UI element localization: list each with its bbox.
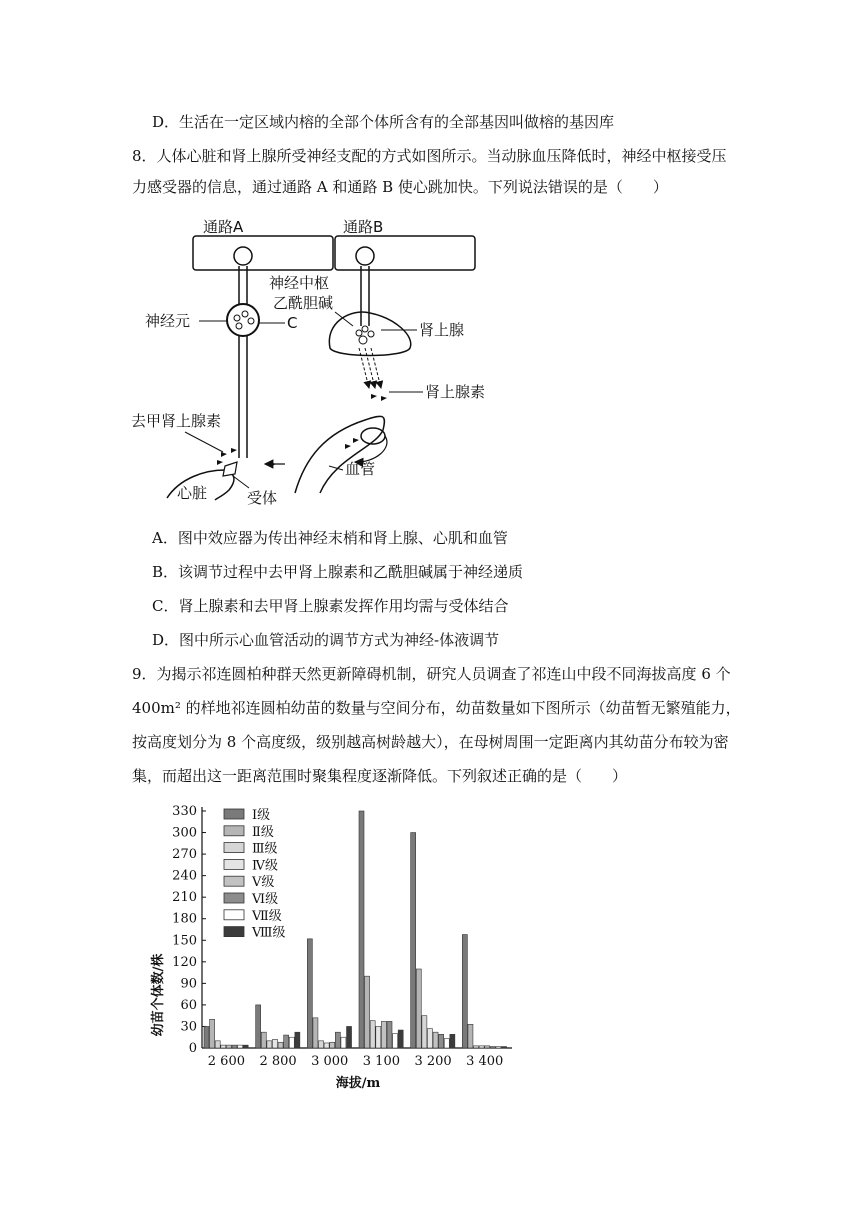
bar bbox=[485, 1046, 490, 1048]
bar bbox=[319, 1041, 324, 1048]
y-tick-label: 330 bbox=[172, 804, 197, 819]
chart-ylabel: 幼苗个体数/株 bbox=[151, 953, 166, 1037]
bar bbox=[204, 1026, 209, 1048]
q9-stem-line4: 集，而超出这一距离范围时聚集程度逐渐降低。下列叙述正确的是（ ） bbox=[132, 767, 628, 785]
bar bbox=[313, 1018, 318, 1048]
bar bbox=[444, 1039, 449, 1048]
label-vessel: 血管 bbox=[345, 460, 376, 478]
q8-option-b: B．该调节过程中去甲肾上腺素和乙酰胆碱属于神经递质 bbox=[152, 563, 524, 581]
x-tick-label: 3 200 bbox=[414, 1054, 452, 1069]
legend-swatch bbox=[224, 910, 244, 920]
q8-diagram bbox=[125, 208, 525, 508]
bar bbox=[335, 1032, 340, 1048]
y-tick-label: 0 bbox=[188, 1041, 197, 1056]
legend-label: Ⅱ级 bbox=[252, 824, 274, 840]
x-tick-label: 2 600 bbox=[207, 1054, 246, 1069]
label-center: 神经中枢 bbox=[269, 274, 330, 292]
x-tick-label: 3 400 bbox=[466, 1054, 504, 1069]
bar bbox=[365, 976, 370, 1048]
y-tick-label: 180 bbox=[172, 911, 197, 927]
label-adrenal: 肾上腺 bbox=[419, 321, 465, 339]
bar bbox=[439, 1034, 444, 1048]
bar bbox=[411, 833, 416, 1048]
label-adrenaline: 肾上腺素 bbox=[425, 383, 486, 401]
legend-label: Ⅵ级 bbox=[252, 892, 279, 907]
bar bbox=[267, 1041, 272, 1048]
bar bbox=[479, 1046, 484, 1048]
label-path-b: 通路B bbox=[343, 218, 384, 236]
bar bbox=[387, 1021, 392, 1048]
bar bbox=[215, 1041, 220, 1048]
legend-swatch bbox=[224, 809, 244, 819]
legend-label: Ⅴ级 bbox=[252, 875, 275, 891]
q8-option-a: A．图中效应器为传出神经末梢和肾上腺、心肌和血管 bbox=[152, 529, 508, 547]
bar bbox=[324, 1043, 329, 1048]
q9-stem-line3: 按高度划分为 8 个高度级，级别越高树龄越大），在母树周围一定距离内其幼苗分布较为密 bbox=[132, 733, 729, 751]
y-tick-label: 240 bbox=[172, 868, 197, 884]
bar bbox=[433, 1032, 438, 1048]
neuron-b-soma bbox=[356, 247, 374, 265]
x-tick-label: 3 100 bbox=[362, 1054, 401, 1069]
q9-stem-line2: 400m² 的样地祁连圆柏幼苗的数量与空间分布，幼苗数量如下图所示（幼苗暂无繁殖能力， bbox=[132, 699, 741, 717]
bar bbox=[398, 1030, 403, 1048]
legend-swatch bbox=[224, 876, 244, 886]
label-neuron: 神经元 bbox=[145, 312, 191, 330]
bar bbox=[462, 935, 467, 1048]
receptor-shape bbox=[223, 462, 237, 476]
bar bbox=[256, 1005, 261, 1048]
legend-label: Ⅳ级 bbox=[252, 858, 278, 874]
bar bbox=[450, 1034, 455, 1048]
bar bbox=[272, 1039, 277, 1048]
center-box-a bbox=[193, 236, 333, 270]
bar bbox=[427, 1029, 432, 1048]
legend-swatch bbox=[224, 843, 244, 853]
y-tick-label: 30 bbox=[180, 1019, 197, 1035]
bar bbox=[502, 1047, 507, 1048]
bar bbox=[468, 1024, 473, 1048]
bar bbox=[289, 1037, 294, 1048]
label-noradrenaline: 去甲肾上腺素 bbox=[131, 412, 222, 430]
neuron-a-soma bbox=[234, 247, 252, 265]
bar bbox=[210, 1019, 215, 1048]
bar bbox=[381, 1021, 386, 1048]
q8-stem-line1: 8．人体心脏和肾上腺所受神经支配的方式如图所示。当动脉血压降低时，神经中枢接受压 bbox=[132, 147, 727, 165]
q9-bar-chart bbox=[140, 795, 530, 1100]
bar bbox=[307, 939, 312, 1048]
bar bbox=[243, 1045, 248, 1048]
y-tick-label: 120 bbox=[172, 954, 197, 970]
q8-stem-line2: 力感受器的信息，通过通路 A 和通路 B 使心跳加快。下列说法错误的是（ ） bbox=[132, 178, 668, 196]
label-path-a: 通路A bbox=[203, 218, 244, 236]
bar bbox=[474, 1046, 479, 1048]
y-tick-label: 270 bbox=[172, 847, 197, 863]
bar bbox=[221, 1045, 226, 1048]
legend-swatch bbox=[224, 893, 244, 903]
chart-xlabel: 海拔/m bbox=[335, 1076, 381, 1091]
q9-stem-line1: 9．为揭示祁连圆柏种群天然更新障碍机制，研究人员调查了祁连山中段不同海拔高度 6 个 bbox=[132, 665, 731, 683]
y-tick-label: 150 bbox=[172, 933, 197, 949]
bar bbox=[496, 1047, 501, 1048]
prev-option-d: D．生活在一定区域内榕的全部个体所含有的全部基因叫做榕的基因库 bbox=[152, 113, 615, 131]
q8-option-c: C．肾上腺素和去甲肾上腺素发挥作用均需与受体结合 bbox=[152, 597, 509, 615]
legend-label: Ⅲ级 bbox=[252, 841, 278, 857]
bar bbox=[226, 1045, 231, 1048]
bar bbox=[284, 1035, 289, 1048]
x-tick-label: 3 000 bbox=[311, 1054, 349, 1069]
legend-swatch bbox=[224, 927, 244, 937]
bar bbox=[232, 1045, 237, 1048]
bar bbox=[359, 811, 364, 1048]
y-tick-label: 90 bbox=[180, 976, 197, 992]
bar bbox=[416, 969, 421, 1048]
bar bbox=[393, 1034, 398, 1048]
label-c: C bbox=[287, 314, 298, 332]
bar bbox=[295, 1032, 300, 1048]
bar bbox=[490, 1047, 495, 1048]
bar bbox=[341, 1037, 346, 1048]
bar bbox=[422, 1016, 427, 1048]
label-ach: 乙酰胆碱 bbox=[273, 294, 334, 312]
label-heart: 心脏 bbox=[177, 484, 208, 502]
legend-label: Ⅷ级 bbox=[252, 925, 286, 941]
adrenal-gland bbox=[329, 312, 410, 355]
q8-option-d: D．图中所示心血管活动的调节方式为神经-体液调节 bbox=[152, 631, 500, 649]
legend-swatch bbox=[224, 859, 244, 869]
bar bbox=[376, 1026, 381, 1048]
y-tick-label: 210 bbox=[172, 890, 197, 906]
legend-label: Ⅰ级 bbox=[252, 808, 271, 823]
y-tick-label: 60 bbox=[180, 997, 197, 1013]
legend-label: Ⅶ级 bbox=[252, 908, 282, 924]
x-tick-label: 2 800 bbox=[259, 1054, 297, 1069]
y-tick-label: 300 bbox=[172, 825, 197, 841]
legend-swatch bbox=[224, 826, 244, 836]
bar bbox=[238, 1045, 243, 1048]
bar bbox=[370, 1021, 375, 1048]
bar bbox=[347, 1026, 352, 1048]
bar bbox=[261, 1032, 266, 1048]
bar bbox=[330, 1042, 335, 1048]
bar bbox=[278, 1042, 283, 1048]
label-receptor: 受体 bbox=[247, 489, 278, 507]
